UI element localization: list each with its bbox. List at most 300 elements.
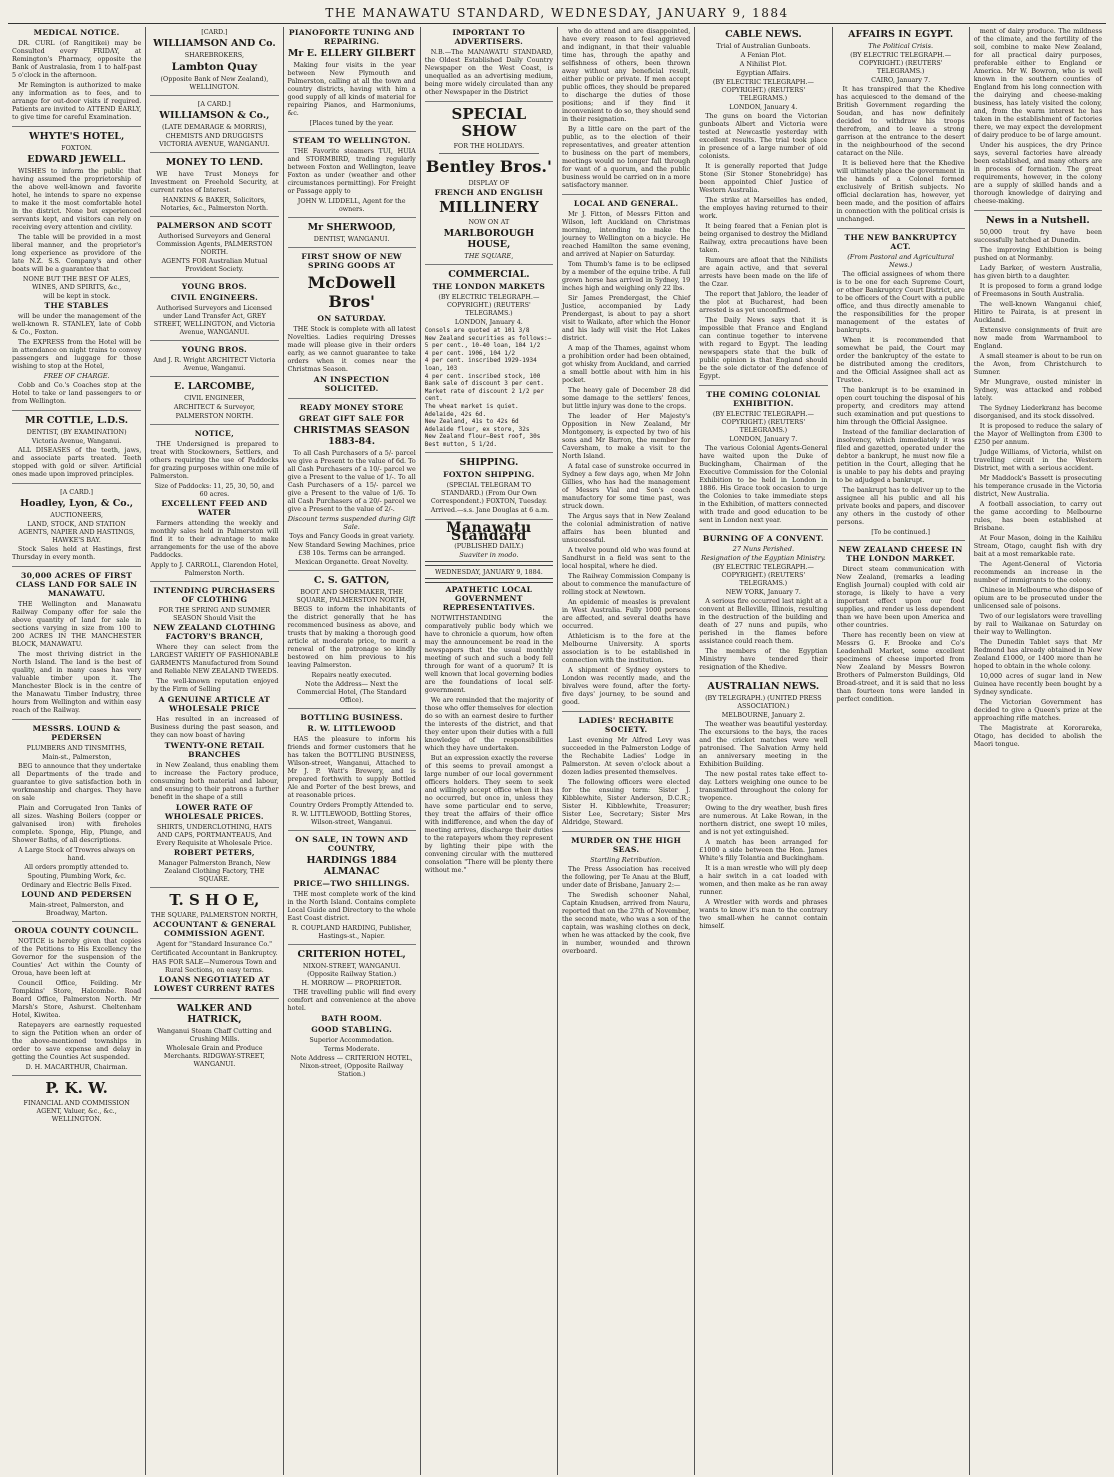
ready-money-ad — [288, 403, 416, 571]
lound-stock: A Large Stock of Trowres always on hand. — [18, 846, 136, 862]
bankruptcy-paragraph: The bankrupt is to be examined in open court touching the disposal of his property, and creditors may attend such examination and put questions to him through the Official Assignee. — [836, 386, 965, 426]
cottle-text: ALL DISEASES of the teeth, jaws, and associate parts treated. Teeth stopped with gold or silver. Artificial ones made upon improved principles. — [12, 446, 142, 478]
cheese-paragraph: Direct steam communication with New Zealand, (remarks a leading English Journal) coupled with cold air storage, is likely to have a very important effect upon our food supplies, and render us less dependent than we have been upon America and other countries. — [836, 565, 965, 629]
murder-section — [562, 836, 690, 960]
austral-paragraph: Owing to the dry weather, bush fires are numerous. At Lake Rowan, in the northern district, one swept 10 miles, and is not yet extinguished. — [699, 804, 828, 836]
special-show: SPECIAL SHOW — [451, 105, 527, 140]
egypt-telegraph: (BY ELECTRIC TELEGRAPH.—COPYRIGHT.) (REUTERS' TELEGRAMS.) — [850, 51, 952, 75]
notice-size: Size of Paddocks: 11, 25, 30, 50, and 60 acres. — [154, 482, 275, 498]
oroua-signature: D. H. MACARTHUR, Chairman. — [25, 1063, 128, 1071]
cable-paragraph: The strike at Marseilles has ended, the employes having returned to their work. — [699, 196, 828, 220]
sherwood-ad — [288, 222, 416, 248]
column-8 — [969, 27, 1106, 1475]
young-text: Authorised Surveyors and Licensed under Land Transfer Act, GREY STREET, WELLINGTON, and Victoria Avenue, WANGANUI. — [153, 304, 276, 336]
steam-signature: JOHN W. LIDDELL, Agent for the owners. — [297, 197, 406, 213]
local-heading: LOCAL AND GENERAL. — [573, 199, 679, 208]
resign-paragraph: A serious fire occurred last night at a convent at Belleville, Illinois, resulting in the destruction of the building and death of 27 nuns and pupils, who perished in the flames before assistance could reach them. — [699, 597, 828, 645]
bankruptcy-sub: (From Pastoral and Agricultural News.) — [847, 253, 955, 269]
editorial-paragraph: But an expression exactly the reverse of this seems to prevail amongst a large number of our local government officers holders. They seem to seek and willingly accept office when it has no occurred, but once in, unless they have some particular end to serve, they treat the affairs of their office with indifference, and when the day of meeting arrives, discharge their duties to the ratepayers whom they represent by lighting their pipe with the convening circular with the muttered consolation "There will be plenty there without me." — [424, 753, 553, 874]
double-rule — [425, 578, 553, 583]
columns — [8, 27, 1106, 1475]
paddocks-notice — [150, 429, 278, 582]
nutshell-item: Extensive consignments of fruit are now made from Warrnambool to England. — [973, 326, 1102, 350]
cable-paragraph: It being feared that a Fenian plot is being organised to destroy the Midland Railway, extra precautions have been taken. — [699, 222, 828, 254]
young2-heading: YOUNG BROS. — [181, 345, 247, 354]
important-heading: IMPORTANT TO ADVERTISERS. — [452, 28, 526, 46]
bankruptcy-paragraph: When it is recommended that somewhat be paid, the Court may order the bankruptcy of the estate to be distributed among the creditors, and the Official Assignee shall act as Trustee. — [836, 336, 965, 384]
oroua-text-3: Ratepayers are earnestly requested to sign the Petition when an order of the above-mentioned townships in order to save expense and delay in getting the Counties Act suspended. — [12, 1021, 142, 1061]
bottling-heading: BOTTLING BUSINESS. — [300, 713, 403, 722]
peters-text: Manager Palmerston Branch, New Zealand Clothing Factory, THE SQUARE. — [158, 859, 271, 883]
local-paragraph: A twelve pound old who was found at Sandhurst in a field was sent to the local hospital, where he died. — [562, 546, 691, 570]
hotel-text-2: The table will be provided in a most liberal manner, and the proprietor's long experience as providore of the late N.Z. S.S. Company's and other boats will be a guarantee that — [12, 233, 142, 273]
nutshell-item: Judge Williams, of Victoria, whilst on travelling circuit in the Western District, met with a serious accident. — [973, 448, 1102, 472]
walker-text: Wanganui Steam Chaff Cutting and Crushing Mills. — [157, 1027, 272, 1043]
bentley-ad — [425, 106, 553, 265]
young-bros-architect-ad — [150, 345, 278, 377]
almanac-ad — [288, 835, 416, 945]
medical-heading: MEDICAL NOTICE. — [33, 28, 120, 37]
column-3 — [283, 27, 420, 1475]
colonial-telegraph: (BY ELECTRIC TELEGRAPH.—COPYRIGHT.) (REUTERS' TELEGRAMS.) — [712, 410, 814, 434]
bankruptcy-paragraph: Instead of the familiar declaration of insolvency, which immediately it was filed and gazetted, operated under the debtor a bankrupt, he must now file a petition in the Court, alleging that he is unable to pay his debts and praying to be adjudged a bankrupt. — [836, 428, 965, 484]
oroua-text-2: Council Office, Feilding. Mr Tompkins' Store, Halcombe. Road Board Office, Palmerston North. Mr Marsh's Store, Ashurst. Cheltenham Hotel, Kiwitea. — [12, 979, 142, 1019]
card-label-2: [A CARD.] — [197, 100, 231, 108]
organette-text: Mexican Organette. Great Novelty. — [295, 558, 409, 566]
lambton-quay: Lambton Quay — [171, 61, 258, 73]
local-paragraph: The Railway Commission Company is about to commence the manufacture of rolling stock at Newtown. — [562, 572, 691, 596]
ready-heading: READY MONEY STORE — [299, 403, 404, 412]
market-line: 5 per cent., 10-40 loan, 104 1/2 — [424, 342, 541, 350]
nz-lower: LOWER RATE OF WHOLESALE PRICES. — [164, 803, 264, 821]
austral-paragraph: The weather was beautiful yesterday. The excursions to the bays, the races and the cricket matches were well patronised. The Salvation Army held an anniversary meeting in the Exhibition Building. — [699, 720, 828, 768]
cheese-continued — [974, 27, 1102, 211]
piano-ad — [288, 28, 416, 132]
column-4 — [420, 27, 557, 1475]
lound-text: BEG to announce that they undertake all Departments of the trade and guarantee to give satisfaction both in workmanship and charges. They have on sale — [12, 762, 142, 802]
hoadley-sales: Stock Sales held at Hastings, first Thursday in every month. — [12, 545, 142, 561]
by-telegraph: (BY ELECTRIC TELEGRAPH.—COPYRIGHT.) (REUTERS' TELEGRAMS.) — [438, 293, 540, 317]
first-show: FIRST SHOW OF NEW SPRING GOODS AT — [301, 252, 402, 270]
column-7 — [832, 27, 969, 1475]
nutshell-item: The Dunedin Tablet says that Mr Redmond has already obtained in New Zealand £1000, or 1400 more than he hoped to obtain in the whole colony. — [973, 638, 1102, 670]
nz-text-4: in New Zealand, thus enabling them to increase the Factory produce, consuming both material and labour, and ensuring to their patrons a further benefit in the shape of a still — [150, 761, 279, 801]
column-5 — [557, 27, 694, 1475]
shipping-heading: SHIPPING. — [459, 456, 519, 468]
nutshell-item: Two of our legislators were travelling by rail to Waikanae on Saturday on their way to Wellington. — [973, 612, 1102, 636]
free-of-charge: FREE OF CHARGE. — [43, 372, 110, 380]
williamson2-heading: WILLIAMSON & Co., — [159, 110, 270, 121]
walker-text-2: Wholesale Grain and Produce Merchants. RIDGWAY-STREET, WANGANUI. — [163, 1044, 265, 1068]
millinery: MILLINERY — [439, 198, 539, 216]
local-paragraph: Athleticism is to the fore at the Melbourne University. A sports association is to be established in connection with the institution. — [562, 632, 691, 664]
austral-telegraph: (BY TELEGRAPH.) (UNITED PRESS ASSOCIATION.) — [705, 694, 822, 710]
cable-telegraph: (BY ELECTRIC TELEGRAPH.—COPYRIGHT.) (REUTERS' TELEGRAMS.) — [712, 78, 814, 102]
stables-heading: THE STABLES — [44, 301, 109, 310]
larcombe-sub-2: ARCHITECT & Surveyor, — [173, 403, 255, 411]
notice-text: THE Undersigned is prepared to treat with Stockowners, Settlers, and others requiring the use of Paddocks for grazing purposes within one mile of Palmerston. — [150, 440, 279, 480]
cable-heading: CABLE NEWS. — [725, 29, 802, 40]
austral-paragraph: The new postal rates take effect to-day. Letters weighing one ounce to be transmitted throughout the colony for twopence. — [699, 770, 828, 802]
local-paragraph: An epidemic of measles is prevalent in West Australia. Fully 1000 persons are affected, and several deaths have occurred. — [562, 598, 691, 630]
resign-paragraph: The members of the Egyptian Ministry have tendered their resignation of the Khedive. — [699, 647, 828, 671]
editorial-heading: APATHETIC LOCAL GOVERNMENT REPRESENTATIVES. — [442, 584, 536, 612]
pkw-heading: P. K. W. — [45, 1079, 108, 1097]
littlewood-ad — [288, 713, 416, 831]
notice-heading: NOTICE, — [194, 429, 235, 438]
stables-text: will be under the management of the well-known R. STANLEY, late of Cobb & Co., Foxton. — [12, 312, 142, 336]
criterion-stabling: GOOD STABLING. — [311, 1025, 393, 1034]
criterion-address: Note Address — CRITERION HOTEL, Nixon-street, (Opposite Railway Station.) — [290, 1054, 413, 1078]
peters-heading: ROBERT PETERS, — [173, 848, 255, 857]
nz-text: Where they can select from the LARGEST VARIETY OF FASHIONABLE GARMENTS Manufactured from Sound and Reliable NEW ZEALAND TWEEDS. — [150, 643, 279, 675]
austral-heading: AUSTRALIAN NEWS. — [707, 681, 820, 692]
acres-heading: 30,000 ACRES OF FIRST CLASS LAND FOR SALE IN MANAWATU. — [15, 571, 138, 598]
issue-date: WEDNESDAY, JANUARY 9, 1884. — [434, 567, 543, 576]
littlewood-signature: R. W. LITTLEWOOD, Bottling Stores, Wilson-street, Wanganui. — [291, 810, 412, 826]
young-heading: YOUNG BROS. — [181, 282, 247, 291]
nz-text-3: Has resulted in an increased of Business during the past season, and they can now boast of having — [150, 715, 279, 739]
austral-paragraph: It is a man wrestle who will ply deep a hair switch in a cat loaded with women, and then make as he ran away runner. — [699, 864, 828, 896]
discount-text: Discount terms suspended during Gift Sale. — [287, 515, 416, 531]
nz-branches: TWENTY-ONE RETAIL BRANCHES — [164, 741, 265, 759]
resign-telegraph: (BY ELECTRIC TELEGRAPH.—COPYRIGHT.) (REUTERS' TELEGRAMS.) — [712, 563, 814, 587]
hoadley-card: [A CARD.] — [60, 488, 94, 496]
address-text: Note the Address— Next the Commercial Hotel, (The Standard Office). — [296, 680, 407, 704]
editorial-paragraph: We are reminded that the majority of those who offer themselves for election do so with an earnest desire to further the interests of the district, and that they enter upon their duties with a full knowledge of the responsibilities which they have undertaken. — [424, 695, 553, 752]
marlborough: MARLBOROUGH HOUSE, — [443, 228, 535, 250]
square: THE SQUARE, — [464, 252, 514, 260]
young2-text: And J. R. Wright ARCHITECT Victoria Avenue, Wanganui. — [153, 356, 276, 372]
local-paragraph: Tom Thumb's fame is to be eclipsed by a member of the equine tribe. A full grown horse has arrived in Sydney, 19 inches high and weighing only 22 lbs. — [562, 260, 691, 292]
williamson2-text: CHEMISTS AND DRUGGISTS VICTORIA AVENUE, WANGANUI. — [159, 132, 270, 148]
market-line: New Zealand, 41s to 42s 6d — [424, 418, 519, 426]
cottle-heading: MR COTTLE, L.D.S. — [25, 415, 129, 426]
market-line: 4 per cent. 1906, 104 1/2 — [424, 349, 516, 357]
criterion-bath: BATH ROOM. — [321, 1014, 383, 1023]
gatton-ad — [288, 575, 416, 709]
lound-spouting: Spouting, Plumbing Work, &c. — [27, 872, 126, 880]
editorial-section — [424, 519, 553, 879]
burning-sub: 27 Nuns Perished. — [732, 545, 795, 553]
steam-text: THE Favorite steamers TUI, HUIA and STORMBIRD, trading regularly between Foxton and Wellington, leave Foxton as under (weather and other circumstances permitting). For Freight or Passage apply to — [287, 147, 416, 195]
hoadley-ad — [12, 488, 141, 567]
egypt-paragraph: It has transpired that the Khedive has acquiesced to the demand of the British Government regarding the Soudan, and has now definitely decided to withdraw his troops therefrom, and to leave a strong garrison at the entrance to the desert in the neighbourhood of the second cataract on the Nile. — [836, 85, 965, 157]
colonial-paragraph: The various Colonial Agents-General have waited upon the Duke of Buckingham, Chairman of the Executive Commission for the Colonial Exhibition to be held in London in 1886. His Grace took occasion to urge the Colonies to take immediate steps in the Exhibition, of matters connected with trade and good education to be sent in London next year. — [699, 444, 828, 524]
murder-sub: Startling Retribution. — [590, 856, 663, 864]
palmerson-ad — [150, 221, 278, 278]
lound-ad — [12, 724, 141, 922]
market-line: 4 per cent. inscribed 1929-1934 loan, 103 — [424, 357, 537, 372]
local-paragraph: The heavy gale of December 28 did some damage to the settlers' fences, but little injury was done to the crops. — [562, 386, 691, 410]
austral-paragraph: A match has been arranged for £1000 a side between the Hon. James White's filly Tolantia and Buckingham. — [699, 838, 828, 862]
nutshell-item: The improving Exhibition is being pushed on at Normanby. — [973, 246, 1102, 262]
market-line: 4 per cent. inscribed stock, 100 — [424, 372, 541, 380]
criterion-sub: NIXON-STREET, WANGANUI. (Opposite Railway Station.) — [302, 962, 401, 978]
nutshell-item: It is proposed to reduce the salary of the Mayor of Wellington from £300 to £250 per annum. — [973, 422, 1102, 446]
market-line: Adelaide, 42s 6d. — [424, 410, 487, 418]
cable-news-section — [699, 29, 827, 386]
shipping-text: Arrived.—s.s. Jane Douglas at 6 a.m. — [430, 505, 550, 514]
convent-section — [699, 534, 827, 677]
gift-text: To all Cash Purchasers of a 5/- parcel we give a Present to the value of 6d. To all Cash Purchasers of a 10/- parcel we give a Present to the value of 1/-. To all Cash Purchasers of a 15/- parcel we give a Present to the value of 1/6. To all Cash Purchasers of a 20/- parcel we give a Present to the value of 2/-. — [287, 449, 416, 513]
bankruptcy-section — [837, 233, 965, 541]
ladies-paragraph: The following officers were elected for the ensuing term: Sister J. Kibblewhite, Sister Anderson, D.C.R.; Sister H. Kibblewhite, Treasurer; Sister Lee, Secretary; Sister Mrs Aldridge, Steward. — [562, 778, 691, 826]
williamson-sub: SHAREBROKERS, — [184, 51, 244, 59]
whytes-hotel-ad — [12, 131, 141, 411]
walker-heading: WALKER AND HATRICK, — [176, 1003, 252, 1025]
pkw-ad — [12, 1080, 141, 1127]
lound-heading: MESSRS. LOUND & PEDERSEN — [32, 724, 121, 742]
hoadley-sub: AUCTIONEERS, — [50, 511, 104, 519]
nutshell-item: The Victorian Government has decided to give a Queen's prize at the approaching rifle matches. — [973, 698, 1102, 722]
nz-heading: NEW ZEALAND CLOTHING FACTORY'S BRANCH, — [153, 623, 276, 641]
criterion-heading: CRITERION HOTEL, — [297, 949, 406, 960]
austral-paragraph: A Wrestler with words and phrases wants to know it's man to the contrary two small-when he cannot contain himself. — [699, 898, 828, 930]
acres-text-2: The most thriving district in the North Island. The land is the best of quality, and in many cases has very valuable timber upon it. The Manchester Block is in the centre of the Manawatu Timber Industry, three hours from Wellington and within easy reach of the Railway. — [12, 650, 142, 714]
lound-text-2: Plain and Corrugated Iron Tanks of all sizes. Washing Boilers (copper or galvanised iron) with fireholes complete. Sponge, Hip, Plunge, and Shower Baths, of all descriptions. — [12, 804, 142, 844]
tshoe-heading: T. S H O E, — [169, 891, 260, 909]
palmerson-text: Authorised Surveyors and General Commission Agents, PALMERSTON NORTH. — [156, 232, 273, 256]
local-paragraph: The Argus says that in New Zealand the colonial administration of native affairs has been blunted and unsuccessful. — [562, 512, 691, 544]
medical-notice — [12, 28, 141, 127]
column-2 — [145, 27, 282, 1475]
sewing-text: New Standard Sewing Machines, price £38 10s. Terms can be arranged. — [288, 541, 415, 557]
tshoe-sub: THE SQUARE, PALMERSTON NORTH, — [150, 911, 278, 919]
holidays: FOR THE HOLIDAYS. — [453, 142, 525, 150]
hotel-heading: WHYTE'S HOTEL, — [28, 131, 125, 142]
editorial-paragraph: who do attend and are disappointed, have every reason to feel aggrieved and indignant, in that their valuable time has, through the apathy and selfishness of others, been thrown away without any beneficial result, either public or private. If men accept public offices, they should be prepared to discharge the duties of those positions; and if they find it inconvenient to do so, they should send in their resignation. — [562, 27, 691, 123]
now-on: NOW ON AT — [468, 218, 510, 226]
cheese-paragraph: ment of dairy produce. The mildness of the climate, and the fertility of the soil, combine to make New Zealand, for all practical dairy purposes, preferable either to England or America. Mr W. Bowron, who is well known in the southern counties of England from his long connection with the dairying and cheese-making business, has lately visited the colony, and, from the warm interest he has taken in the establishment of factories there, we may expect the development of dairy produce to be of large amount. — [973, 27, 1102, 139]
local-paragraph: Mr J. Fitton, of Messrs Fitton and Wilson, left Auckland on Christmas morning, intending to make the journey to Wellington on a bicycle. He reached Hamilton the same evening, and arrived at Napier on Saturday. — [562, 210, 691, 258]
almanac-signature: R. COUPLAND HARDING, Publisher, Hastings-st., Napier. — [291, 924, 412, 940]
nutshell-item: It is proposed to form a grand lodge of Freemasons in South Australia. — [973, 282, 1102, 298]
sherwood-heading: Mr SHERWOOD, — [307, 222, 396, 233]
burning-heading: BURNING OF A CONVENT. — [702, 534, 824, 543]
local-paragraph: A shipment of Sydney oysters to London was recently made, and the bivalves were found, after the forty-five days' journey, to be sound and good. — [562, 666, 691, 706]
local-paragraph: Sir James Prendergast, the Chief Justice, accompanied by Lady Prendergast, is about to pay a short visit to Waikato, after which the Honor and his lady will visit the Hot Lakes district. — [562, 294, 691, 342]
almanac-heading: ON SALE, IN TOWN AND COUNTRY, — [295, 835, 409, 853]
criterion-accom: Superior Accommodation. — [309, 1036, 394, 1044]
mcdowell-text: THE Stock is complete with all latest Novelties. Ladies requiring Dresses made will please give in their orders early, as we cannot guarantee to take orders when it comes near the Christmas Season. — [287, 325, 416, 373]
cable-item: Trial of Australian Gunboats. — [716, 42, 811, 50]
criterion-terms: Terms Moderate. — [323, 1045, 380, 1053]
almanac-name: HARDINGS 1884 ALMANAC — [306, 855, 397, 877]
divider — [439, 153, 539, 154]
french: FRENCH AND ENGLISH — [434, 188, 544, 197]
excellent-heading: EXCELLENT FEED AND WATER — [161, 499, 268, 517]
gatton-text: BEGS to inform the inhabitants of the district generally that he has recommenced business as above, and trusts that by making a thorough good article at moderate price, to merit a renewal of the patronage so kindly bestowed on him previous to his leaving Palmerston. — [287, 605, 416, 669]
hoadley-text: LAND, STOCK, AND STATION AGENTS, NAPIER AND HASTINGS, HAWKE'S BAY. — [18, 520, 135, 544]
egypt-paragraph: It is believed here that the Khedive will ultimately place the government in the hands of a Colonel formed exclusively of British subjects. No official declaration has, however, yet been made, and the position of affairs in connection with the political crisis is unchanged. — [836, 159, 965, 223]
market-line: New Zealand securities as follows:— — [424, 334, 552, 342]
pkw-text: FINANCIAL AND COMMISSION AGENT, Valuer, &c., &c., WELLINGTON. — [23, 1099, 130, 1123]
larcombe-ad — [150, 381, 278, 425]
cable-paragraph: The Daily News says that it is impossible that France and England can continue together to intervene with regard to Egypt. The leading newspapers state that the bulk of public opinion is that England should be the sole dictator of the defence of Egypt. — [699, 316, 828, 380]
nutshell-heading: News in a Nutshell. — [986, 215, 1090, 226]
criterion-ad — [288, 949, 416, 1082]
lound-orders: All orders promptly attended to. — [24, 863, 129, 871]
medical-text: DR. CURL (of Rangitikei) may be Consulted every FRIDAY, at Remington's Pharmacy, opposite the Bank of Australasia, from 1 to half-past 5 o'clock in the afternoon. — [12, 39, 142, 79]
williamson-address: (Opposite Bank of New Zealand), WELLINGTON. — [160, 75, 269, 91]
intending-sub: FOR THE SPRING AND SUMMER SEASON Should Visit the — [158, 606, 271, 622]
cheese-heading: NEW ZEALAND CHEESE IN THE LONDON MARKET. — [838, 545, 963, 563]
murder-paragraph: The Press Association has received the following, per Te Anau at the Bluff, under date of Brisbane, January 2:— — [562, 865, 691, 889]
criterion-prop: H. MORROW — PROPRIETOR. — [301, 979, 402, 987]
nutshell-item: Mr Maddock's Bassett is prosecuting his temperance crusade in the Victoria district, New Australia. — [973, 474, 1102, 498]
palmerson-agents: AGENTS FOR Australian Mutual Provident Society. — [161, 257, 268, 273]
apply-text: Apply to J. CARROLL, Clarendon Hotel, Palmerston North. — [150, 561, 279, 577]
bentley-heading: Bentley Bros.' — [425, 157, 552, 176]
australian-news-section — [699, 681, 827, 935]
important-text: N.B.—The MANAWATU STANDARD, the Oldest Established Daily Country Newspaper on the West Coast, is unequalled as an advertising medium, being more widely circulated than any other Newspaper in the District — [424, 48, 553, 96]
mcdowell-heading: McDowell Bros' — [307, 273, 396, 311]
cable-paragraph: It is generally reported that Judge Stone (Sir Stoner Stonebridge) has been appointed Chief Justice of Western Australia. — [699, 162, 828, 194]
card-label: [CARD.] — [201, 28, 228, 36]
motto: Suaviter in modo. — [459, 550, 519, 559]
nutshell-item: The Magistrate at Kororareka, Otago, has decided to abolish the Maori tongue. — [973, 724, 1102, 748]
tshoe-cert: Certificated Accountant in Bankruptcy. — [151, 949, 278, 957]
bankruptcy-paragraph: The bankrupt has to deliver up to the assignee all his public and all his private books and papers, and discover any others in the custody of other persons. — [836, 486, 965, 526]
repairs-text: Repairs neatly executed. — [311, 671, 392, 679]
clothing-factory-ad — [150, 586, 278, 888]
market-line: Adelaide flour, ex store, 32s — [424, 425, 530, 433]
commercial-heading: COMMERCIAL. — [448, 269, 530, 280]
commercial-section — [425, 269, 553, 453]
tshoe-ad — [150, 892, 278, 999]
shipping-tel: (SPECIAL TELEGRAM TO STANDARD.) (From Our Own Correspondent.) FOXTON, Tuesday. — [430, 480, 547, 505]
tshoe-text: ACCOUNTANT & GENERAL COMMISSION AGENT. — [153, 920, 276, 938]
almanac-text: THE most complete work of the kind in the North Island. Contains complete Local Guide and Directory to the whole East Coast district. — [287, 890, 416, 922]
gatton-heading: C. S. GATTON, — [313, 575, 390, 586]
acres-ad — [12, 571, 141, 720]
nutshell-item: The Agent-General of Victoria recommends an increase in the number of immigrants to the colony. — [973, 560, 1102, 584]
oroua-ad — [12, 926, 141, 1076]
intending-heading: INTENDING PURCHASERS OF CLOTHING — [153, 586, 276, 604]
hotel-stock: will be kept in stock. — [42, 292, 111, 300]
hotel-wines: NONE BUT THE BEST OF ALES, WINES, AND SPIRITS, &c., — [22, 275, 131, 291]
local-general-section — [562, 199, 690, 712]
tshoe-agent: Agent for "Standard Insurance Co." — [156, 940, 273, 948]
cottle-sub: DENTIST, (BY EXAMINATION) — [26, 428, 127, 436]
criterion-text: THE travelling public will find every comfort and convenience at the above hotel. — [287, 988, 416, 1012]
nutshell-item: The well-known Wanganui chief, Hitiro te Pairata, is at present in Auckland. — [973, 300, 1102, 324]
important-notice — [425, 28, 553, 102]
oroua-heading: OROUA COUNTY COUNCIL. — [14, 926, 139, 935]
resign-date: NEW YORK, January 7. — [725, 588, 801, 596]
nutshell-section — [974, 215, 1102, 753]
market-line: Market rate of discount 2 1/2 per cent. — [424, 387, 544, 403]
hotel-proprietor: EDWARD JEWELL. — [27, 154, 126, 165]
cable-paragraph: The guns on board the Victorian gunboats Albert and Victoria were tested at Newcastle yesterday with excellent results. The trial took place in presence of a large number of old colonists. — [699, 112, 828, 160]
london-markets: THE LONDON MARKETS — [432, 282, 546, 291]
country-text: Country Orders Promptly Attended to. — [289, 801, 414, 809]
shipping-sub: FOXTON SHIPPING. — [443, 469, 535, 479]
nutshell-item: 10,000 acres of sugar land in New Guinea have recently been bought by a Sydney syndicate. — [973, 672, 1102, 696]
continued-note: [To be continued.] — [871, 528, 931, 536]
egypt-heading: AFFAIRS IN EGYPT. — [848, 29, 954, 40]
saturday: ON SATURDAY. — [317, 314, 386, 323]
market-line: Consols are quoted at 101 3/8 — [424, 327, 530, 334]
cheese-section — [837, 545, 965, 708]
market-list — [425, 327, 553, 449]
littlewood-heading: R. W. LITTLEWOOD — [307, 724, 396, 733]
littlewood-text: HAS the pleasure to inform his friends and former customers that he has taken the BOTTLING BUSINESS, Wilson-street, Wanganui, Attached to Mr J. P. Watt's Brewery, and is prepared forthwith to supply Bottled Ale and Porter of the best brews, and at reasonable prices. — [287, 735, 416, 799]
murder-paragraph: The Swedish schooner Nahal, Captain Knudsen, arrived from Nauru, reported that on the 27th of November, the second mate, who was a son of the captain, was washing clothes on deck, when he was attacked by the cook, five in number, wounded and thrown overboard. — [562, 891, 691, 955]
shipping-section — [425, 457, 553, 520]
hotel-place: FOXTON. — [61, 144, 93, 152]
williamson2-sub: (LATE DEMARAGE & MORRIS), — [162, 123, 267, 131]
gatton-sub: BOOT AND SHOEMAKER, THE SQUARE, PALMERSTON NORTH, — [296, 588, 407, 604]
nutshell-item: 50,000 trout fry have been successfully hatched at Dunedin. — [973, 228, 1102, 244]
piano-name: Mr E. ELLERY GILBERT — [287, 48, 416, 59]
piano-text: Making four visits in the year between New Plymouth and Palmerston, calling at all the town and country districts, having with him a good supply of all kinds of material for repairing Pianos, and Harmoniums, &c. — [287, 61, 416, 117]
gift-heading: GREAT GIFT SALE FOR — [299, 414, 405, 423]
larcombe-heading: E. LARCOMBE, — [174, 381, 255, 392]
money-to-lend-ad — [150, 157, 278, 217]
christmas-heading: CHRISTMAS SEASON 1883-84. — [293, 425, 410, 447]
rechabite-section — [562, 716, 690, 832]
hotel-text: WISHES to inform the public that having assumed the proprietorship of the above well-known and favorite hotel, he intends to spare no expense to make it the most comfortable hotel in the district. None but experienced servants kept, and visitors can rely on receiving every attention and civility. — [12, 167, 142, 231]
tshoe-sale: HAS FOR SALE—Numerous Town and Rural Sections, on easy terms. — [152, 958, 277, 974]
cable-paragraph: Rumours are afloat that the Nihilists are again active, and that several arrests have been made on the life of the Czar. — [699, 256, 828, 288]
nz-shirts: SHIRTS, UNDERCLOTHING, HATS AND CAPS, PORTMANTEAUS, And Every Requisite at Wholesale Price. — [156, 823, 273, 847]
money-heading: MONEY TO LEND. — [165, 157, 264, 168]
cottle-dentist-ad — [12, 415, 141, 484]
cable-item: A Nihilist Plot. — [739, 60, 787, 68]
column-6 — [694, 27, 831, 1475]
market-line: The wheat market is quiet. — [424, 402, 519, 410]
paper-title: Manawatu Standard — [446, 519, 532, 544]
editorial-paragraph: NOTWITHSTANDING the comparatively public body which we have to chronicle a quorum, how often may the announcement be read in the newspapers that the usual monthly meeting of such and such a body fell through for want of a quorum? It is well known that local governing bodies are the foundations of local self-government. — [424, 613, 553, 694]
lound-address: Main-st., Palmerston, — [42, 753, 112, 761]
cheese-paragraph: There has recently been on view at Messrs G. F. Brooke and Co's Leadenhall Market, some excellent specimens of cheese imported from New Zealand by Messrs Bowron Brothers of Palmerston Buildings, Old Broad-street, and it is said that no less than fourteen tons were landed in perfect condition. — [836, 631, 965, 703]
ladies-heading: LADIES' RECHABITE SOCIETY. — [578, 716, 674, 734]
medical-text-2: Mr Remington is authorized to make any information as to fees, and to arrange for out-door visits if required. Patients are invited to ATTEND EARLY, to give time for careful Examination. — [12, 81, 142, 121]
mcdowell-ad — [288, 252, 416, 399]
nutshell-item: Lady Barker, of western Australia, has given birth to a daughter. — [973, 264, 1102, 280]
cheese-paragraph: Under his auspices, the dry Prince says, several factories have already been established, and many others are in process of formation. The great requirements, however, in the colony are a supply of skilled hands and a thorough knowledge of dairying and cheese-making. — [973, 141, 1102, 205]
editorial-paragraph: By a little care on the part of the public, as to the election of their representatives, and greater attention to business on the part of members, meetings would no longer fall through for want of a quorum, and the public business would be carried on in a more satisfactory manner. — [562, 125, 691, 189]
market-line: Bank sale of discount 3 per cent. — [424, 380, 544, 388]
editorial-continued — [562, 27, 690, 195]
nz-article: A GENUINE ARTICLE AT WHOLESALE PRICE — [158, 695, 271, 713]
cable-item: Egyptian Affairs. — [736, 69, 791, 77]
toys-text: Toys and Fancy Goods in great variety. — [289, 532, 415, 540]
local-paragraph: The leader of Her Majesty's Opposition in New Zealand, Mr Montgomery, is expected by two of his sons and Mr Barron, the member for Caversham, to make a visit to the North Island. — [562, 412, 691, 460]
lound-signature: LOUND AND PEDERSEN — [21, 890, 132, 899]
page-masthead: THE MANAWATU STANDARD, WEDNESDAY, JANUARY 9, 1884 — [8, 6, 1106, 24]
ladies-paragraph: Last evening Mr Alfred Levy was succeeded in the Palmerston Lodge of the Rechabite Ladies' Lodge in Palmerston. At seven o'clock about a dozen ladies presented themselves. — [562, 736, 691, 776]
almanac-price: PRICE—TWO SHILLINGS. — [293, 879, 410, 888]
steam-heading: STEAM TO WELLINGTON. — [292, 136, 411, 145]
market-line: New Zealand flour—Best roof, 30s — [424, 433, 541, 441]
cable-paragraph: The report that Jabloro, the leader of the plot at Bucharest, had been arrested is as yet unconfirmed. — [699, 290, 828, 314]
local-paragraph: A fatal case of sunstroke occurred in Sydney a few days ago, when Mr John Gillies, who has had the management of Messrs Vial and Son's coach manufactory for some time past, was struck down. — [562, 462, 691, 510]
murder-heading: MURDER ON THE HIGH SEAS. — [571, 836, 682, 854]
lound-sub: PLUMBERS AND TINSMITHS, — [26, 744, 127, 752]
nutshell-item: Mr Mungrave, ousted minister in Sydney, was attacked and robbed lately. — [973, 378, 1102, 402]
egypt-date: CAIRO, January 7. — [871, 76, 931, 84]
cottle-address: Victoria Avenue, Wanganui. — [31, 437, 122, 445]
colonial-heading: THE COMING COLONIAL EXHIBITION. — [706, 390, 821, 408]
market-line: Best mutton, 5 1/2d. — [424, 440, 497, 448]
nutshell-item: At Four Mason, doing in the Kaihiku Stream, Otago, caught fish with dry bait at a most remarkable rate. — [973, 534, 1102, 558]
young-bros-ad — [150, 282, 278, 341]
acres-text: THE Wellington and Manawatu Railway Company offer for sale the above quantity of land for sale in sections varying in size from 100 to 200 ACRES IN THE MANCHESTER BLOCK, MANAWATU. — [12, 600, 142, 648]
steam-ad — [288, 136, 416, 218]
